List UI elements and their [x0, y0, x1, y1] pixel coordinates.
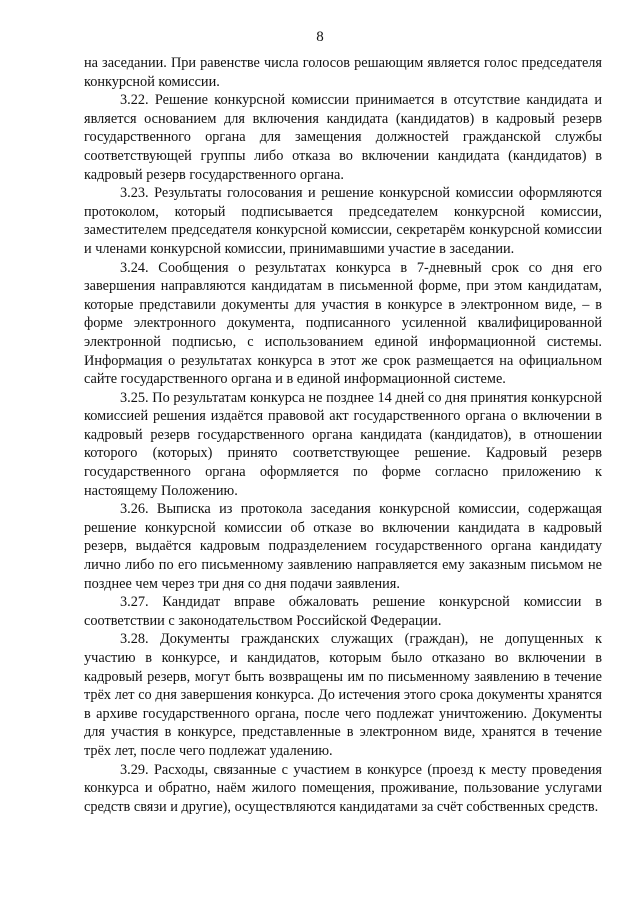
paragraph-continuation: на заседании. При равенстве числа голосов решающим является голос председателя конкурсной комиссии. [84, 55, 602, 90]
paragraph-3-28: 3.28. Документы гражданских служащих (граждан), не допущенных к участию в конкурсе, и кандидатов, которым было отказано во включении в кадровый резерв, могут быть возвращены им по письменному заявлению в течение трёх лет со дня завершения конкурса. До истечения этого срока документы хранятся в архиве государственного органа, после чего подлежат уничтожению. Документы для участия в конкурсе, представленные в электронном виде, хранятся в течение трёх лет, после чего подлежат удалению. [84, 631, 602, 759]
paragraph-3-29: 3.29. Расходы, связанные с участием в конкурсе (проезд к месту проведения конкурса и обратно, наём жилого помещения, проживание, пользование услугами средств связи и другие), осуществляются кандидатами за счёт собственных средств. [84, 761, 602, 815]
page-number: 8 [316, 29, 324, 45]
paragraph-3-22: 3.22. Решение конкурсной комиссии принимается в отсутствие кандидата и является основанием для включения кандидата (кандидатов) в кадровый резерв государственного органа для замещения должностей гражданской службы соответствующей группы либо отказа во включении кандидата (кандидатов) в кадровый резерв государственного органа. [84, 92, 602, 183]
paragraph-3-26: 3.26. Выписка из протокола заседания конкурсной комиссии, содержащая решение конкурсной комиссии об отказе во включении кандидата в кадровый резерв, выдаётся кадровым подразделением государственного органа кандидату лично либо по его письменному заявлению направляется ему заказным письмом не позднее чем через три дня со дня подачи заявления. [84, 501, 602, 592]
document-body [84, 54, 602, 816]
paragraph-3-27: 3.27. Кандидат вправе обжаловать решение конкурсной комиссии в соответствии с законодательством Российской Федерации. [84, 594, 602, 629]
paragraph-3-25: 3.25. По результатам конкурса не позднее 14 дней со дня принятия конкурсной комиссией решения издаётся правовой акт государственного органа о включении в кадровый резерв государственного органа кандидата (кандидатов), в отношении которого (которых) принято соответствующее решение. Кадровый резерв государственного органа оформляется по форме согласно приложению к настоящему Положению. [84, 389, 602, 499]
paragraph-3-24: 3.24. Сообщения о результатах конкурса в 7-дневный срок со дня его завершения направляются кандидатам в письменной форме, при этом кандидатам, которые представили документы для участия в конкурсе в электронном виде, – в форме электронного документа, подписанного усиленной квалифицированной электронной подписью, с использованием единой информационной системы. Информация о результатах конкурса в этот же срок размещается на официальном сайте государственного органа и в единой информационной системе. [84, 259, 602, 388]
paragraph-3-23: 3.23. Результаты голосования и решение конкурсной комиссии оформляются протоколом, который подписывается председателем конкурсной комиссии, заместителем председателя конкурсной комиссии, секретарём конкурсной комиссии и членами конкурсной комиссии, принимавшими участие в заседании. [84, 185, 602, 257]
